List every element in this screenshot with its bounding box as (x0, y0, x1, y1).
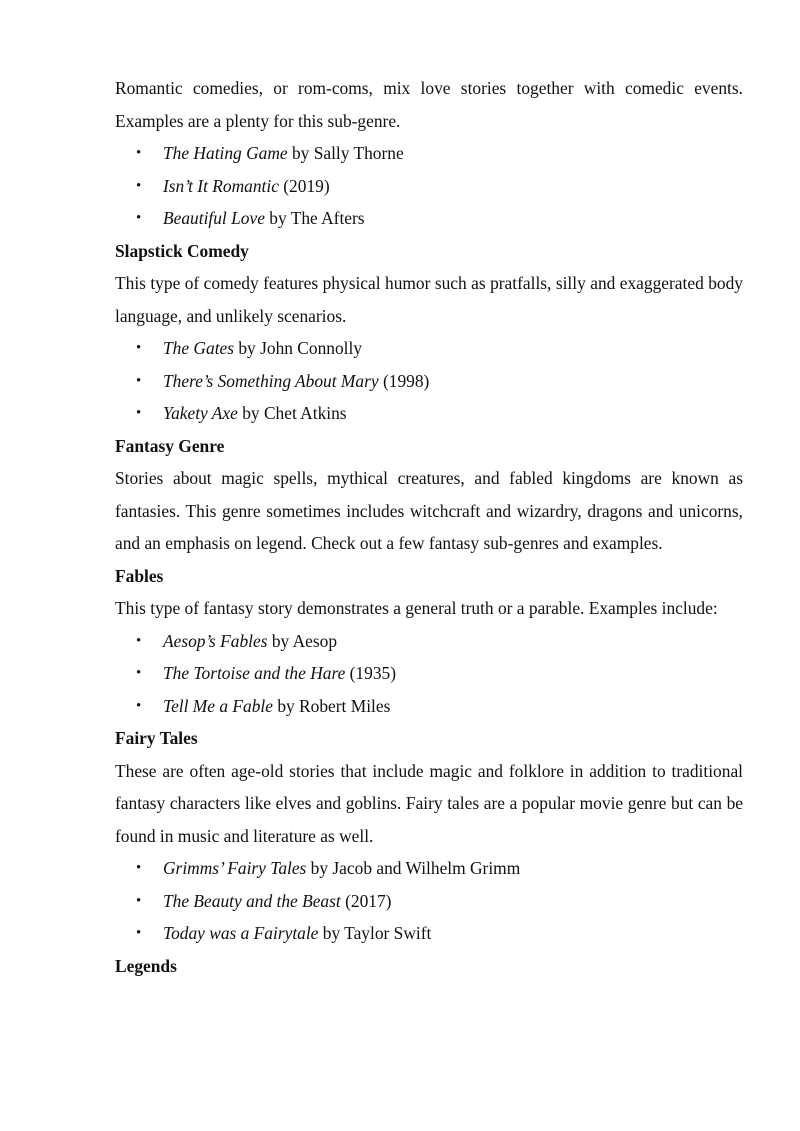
fables-paragraph: This type of fantasy story demonstrates a general truth or a parable. Examples include: (115, 598, 718, 618)
work-detail: by John Connolly (234, 338, 363, 358)
list-item (115, 170, 743, 203)
work-title: There’s Something About Mary (163, 370, 379, 391)
slapstick-paragraph: This type of comedy features physical humor such as pratfalls, silly and exaggerated body language, and unlikely scenarios. (115, 273, 743, 326)
work-detail: (1935) (345, 663, 397, 683)
fantasy-heading: Fantasy Genre (115, 435, 225, 456)
work-title: Aesop’s Fables (163, 630, 268, 651)
romcom-list (115, 137, 743, 235)
work-detail: by Taylor Swift (318, 923, 432, 943)
bullet-icon: • (136, 925, 142, 941)
list-item (115, 885, 743, 918)
work-title: The Tortoise and the Hare (163, 663, 346, 683)
work-detail: by Chet Atkins (237, 403, 347, 423)
bullet-icon: • (136, 210, 142, 226)
slapstick-heading: Slapstick Comedy (115, 240, 249, 261)
work-detail: by Aesop (267, 630, 338, 651)
list-item (115, 917, 743, 950)
bullet-icon: • (136, 632, 142, 649)
bullet-icon: • (136, 665, 142, 681)
work-title: Yakety Axe (163, 403, 238, 423)
bullet-icon: • (136, 892, 142, 909)
work-title: Today was a Fairytale (163, 923, 319, 943)
fables-heading: Fables (115, 565, 164, 586)
bullet-icon: • (136, 340, 142, 356)
fairy-tales-heading: Fairy Tales (115, 728, 198, 748)
list-item (115, 852, 743, 885)
list-item (115, 397, 743, 430)
list-item (115, 332, 743, 365)
bullet-icon: • (136, 697, 142, 714)
fairy-tales-paragraph: These are often age-old stories that include magic and folklore in addition to traditional fantasy characters like elves and goblins. Fairy tales are a popular movie genre but can be found in music and literature as well. (115, 760, 743, 846)
work-title: The Hating Game (163, 143, 288, 163)
list-item (115, 625, 743, 658)
bullet-icon: • (136, 177, 142, 194)
list-item (115, 690, 743, 723)
legends-heading: Legends (115, 955, 177, 976)
work-title: The Gates (163, 338, 235, 358)
work-detail: by Sally Thorne (287, 143, 404, 163)
slapstick-list (115, 332, 743, 430)
list-item (115, 365, 743, 398)
work-detail: (2019) (278, 175, 330, 196)
work-detail: (1998) (378, 370, 430, 391)
bullet-icon: • (136, 860, 142, 876)
work-title: The Beauty and the Beast (163, 890, 341, 911)
fairy-tales-list (115, 852, 743, 950)
fantasy-paragraph: Stories about magic spells, mythical creatures, and fabled kingdoms are known as fantasies. This genre sometimes includes witchcraft and wizardry, dragons and unicorns, and an emphasis on legend. Check out a few fantasy sub-genres and examples. (115, 468, 743, 553)
work-title: Beautiful Love (163, 208, 265, 228)
bullet-icon: • (136, 405, 142, 421)
bullet-icon: • (136, 145, 142, 161)
list-item (115, 657, 743, 690)
work-detail: (2017) (340, 890, 392, 911)
fables-list (115, 625, 743, 723)
list-item (115, 137, 743, 170)
bullet-icon: • (136, 372, 142, 389)
work-title: Grimms’ Fairy Tales (163, 858, 307, 878)
work-detail: by The Afters (264, 208, 365, 228)
work-title: Tell Me a Fable (163, 695, 273, 716)
work-detail: by Robert Miles (272, 695, 391, 716)
work-detail: by Jacob and Wilhelm Grimm (306, 858, 521, 878)
romcom-paragraph: Romantic comedies, or rom-coms, mix love stories together with comedic events. Examples are a plenty for this sub-genre. (115, 78, 743, 131)
list-item (115, 202, 743, 235)
work-title: Isn’t It Romantic (163, 175, 279, 196)
